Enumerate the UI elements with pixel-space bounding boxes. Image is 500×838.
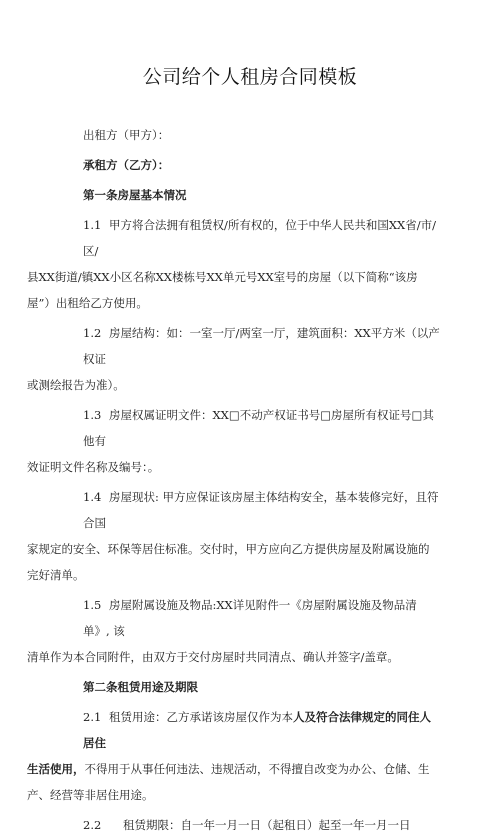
clause-text-lead: 房屋附属设施及物品:XX详见附件一《房屋附属设施及物品清单》, 该 [83,598,417,638]
clause-text-emphasis: 生活使用， [27,762,85,776]
clause-text-lead: 房屋权属证明文件：XX□不动产权证书号□房屋所有权证号□其他有 [83,408,434,448]
lessee-line: 承租方（乙方）： [83,158,170,172]
clause-1-3 [83,402,440,454]
clause-text-rest: 不得用于从事任何违法、违规活动，不得擅自改变为办公、仓储、生产、经营等非居住用途。 [27,762,430,802]
clause-2-1-cont [27,756,440,808]
clause-1-4 [83,484,440,536]
document-body [27,122,440,838]
clause-text-lead: 房屋现状: 甲方应保证该房屋主体结构安全，基本装修完好，且符合国 [83,490,439,530]
clause-number: 2.2 [83,818,102,832]
clause-text-lead: 甲方将合法拥有租赁权/所有权的，位于中华人民共和国XX省/市/区/ [83,218,436,258]
clause-2-2 [83,812,440,838]
clause-2-1 [83,704,440,756]
clause-number: 1.4 [83,490,102,504]
clause-1-2-cont: 或测绘报告为准）。 [27,378,125,392]
section-heading-1: 第一条房屋基本情况 [83,188,187,202]
clause-number: 1.3 [83,408,102,422]
document-title: 公司给个人租房合同模板 [142,66,358,88]
clause-text-emphasis: 人及符合法律规定的同住人居住 [83,710,431,750]
clause-1-4-cont: 家规定的安全、环保等居住标准。交付时，甲方应向乙方提供房屋及附属设施的完好清单。 [27,542,430,582]
clause-1-2 [83,320,440,372]
clause-text-lead: 租赁用途：乙方承诺该房屋仅作为本 [108,710,293,724]
clause-text: 租赁期限：自一年一月一日（起租日）起至一年一月一日 [123,818,411,832]
clause-number: 1.1 [83,218,102,232]
section-heading-2: 第二条租赁用途及期限 [83,680,198,694]
clause-number: 1.2 [83,326,102,340]
clause-number: 2.1 [83,710,102,724]
clause-1-1 [83,212,440,264]
clause-number: 1.5 [83,598,102,612]
clause-1-5 [83,592,440,644]
clause-text-lead: 房屋结构：如：一室一厅/两室一厅，建筑面积：XX平方米（以产权证 [83,326,440,366]
clause-1-1-cont: 县XX街道/镇XX小区名称XX楼栋号XX单元号XX室号的房屋（以下简称“该房屋”）出租给乙方使用。 [27,270,418,310]
clause-1-5-cont: 清单作为本合同附件，由双方于交付房屋时共同清点、确认并签字/盖章。 [27,650,399,664]
lessor-line: 出租方（甲方）： [83,128,170,142]
clause-1-3-cont: 效证明文件名称及编号：。 [27,460,160,474]
